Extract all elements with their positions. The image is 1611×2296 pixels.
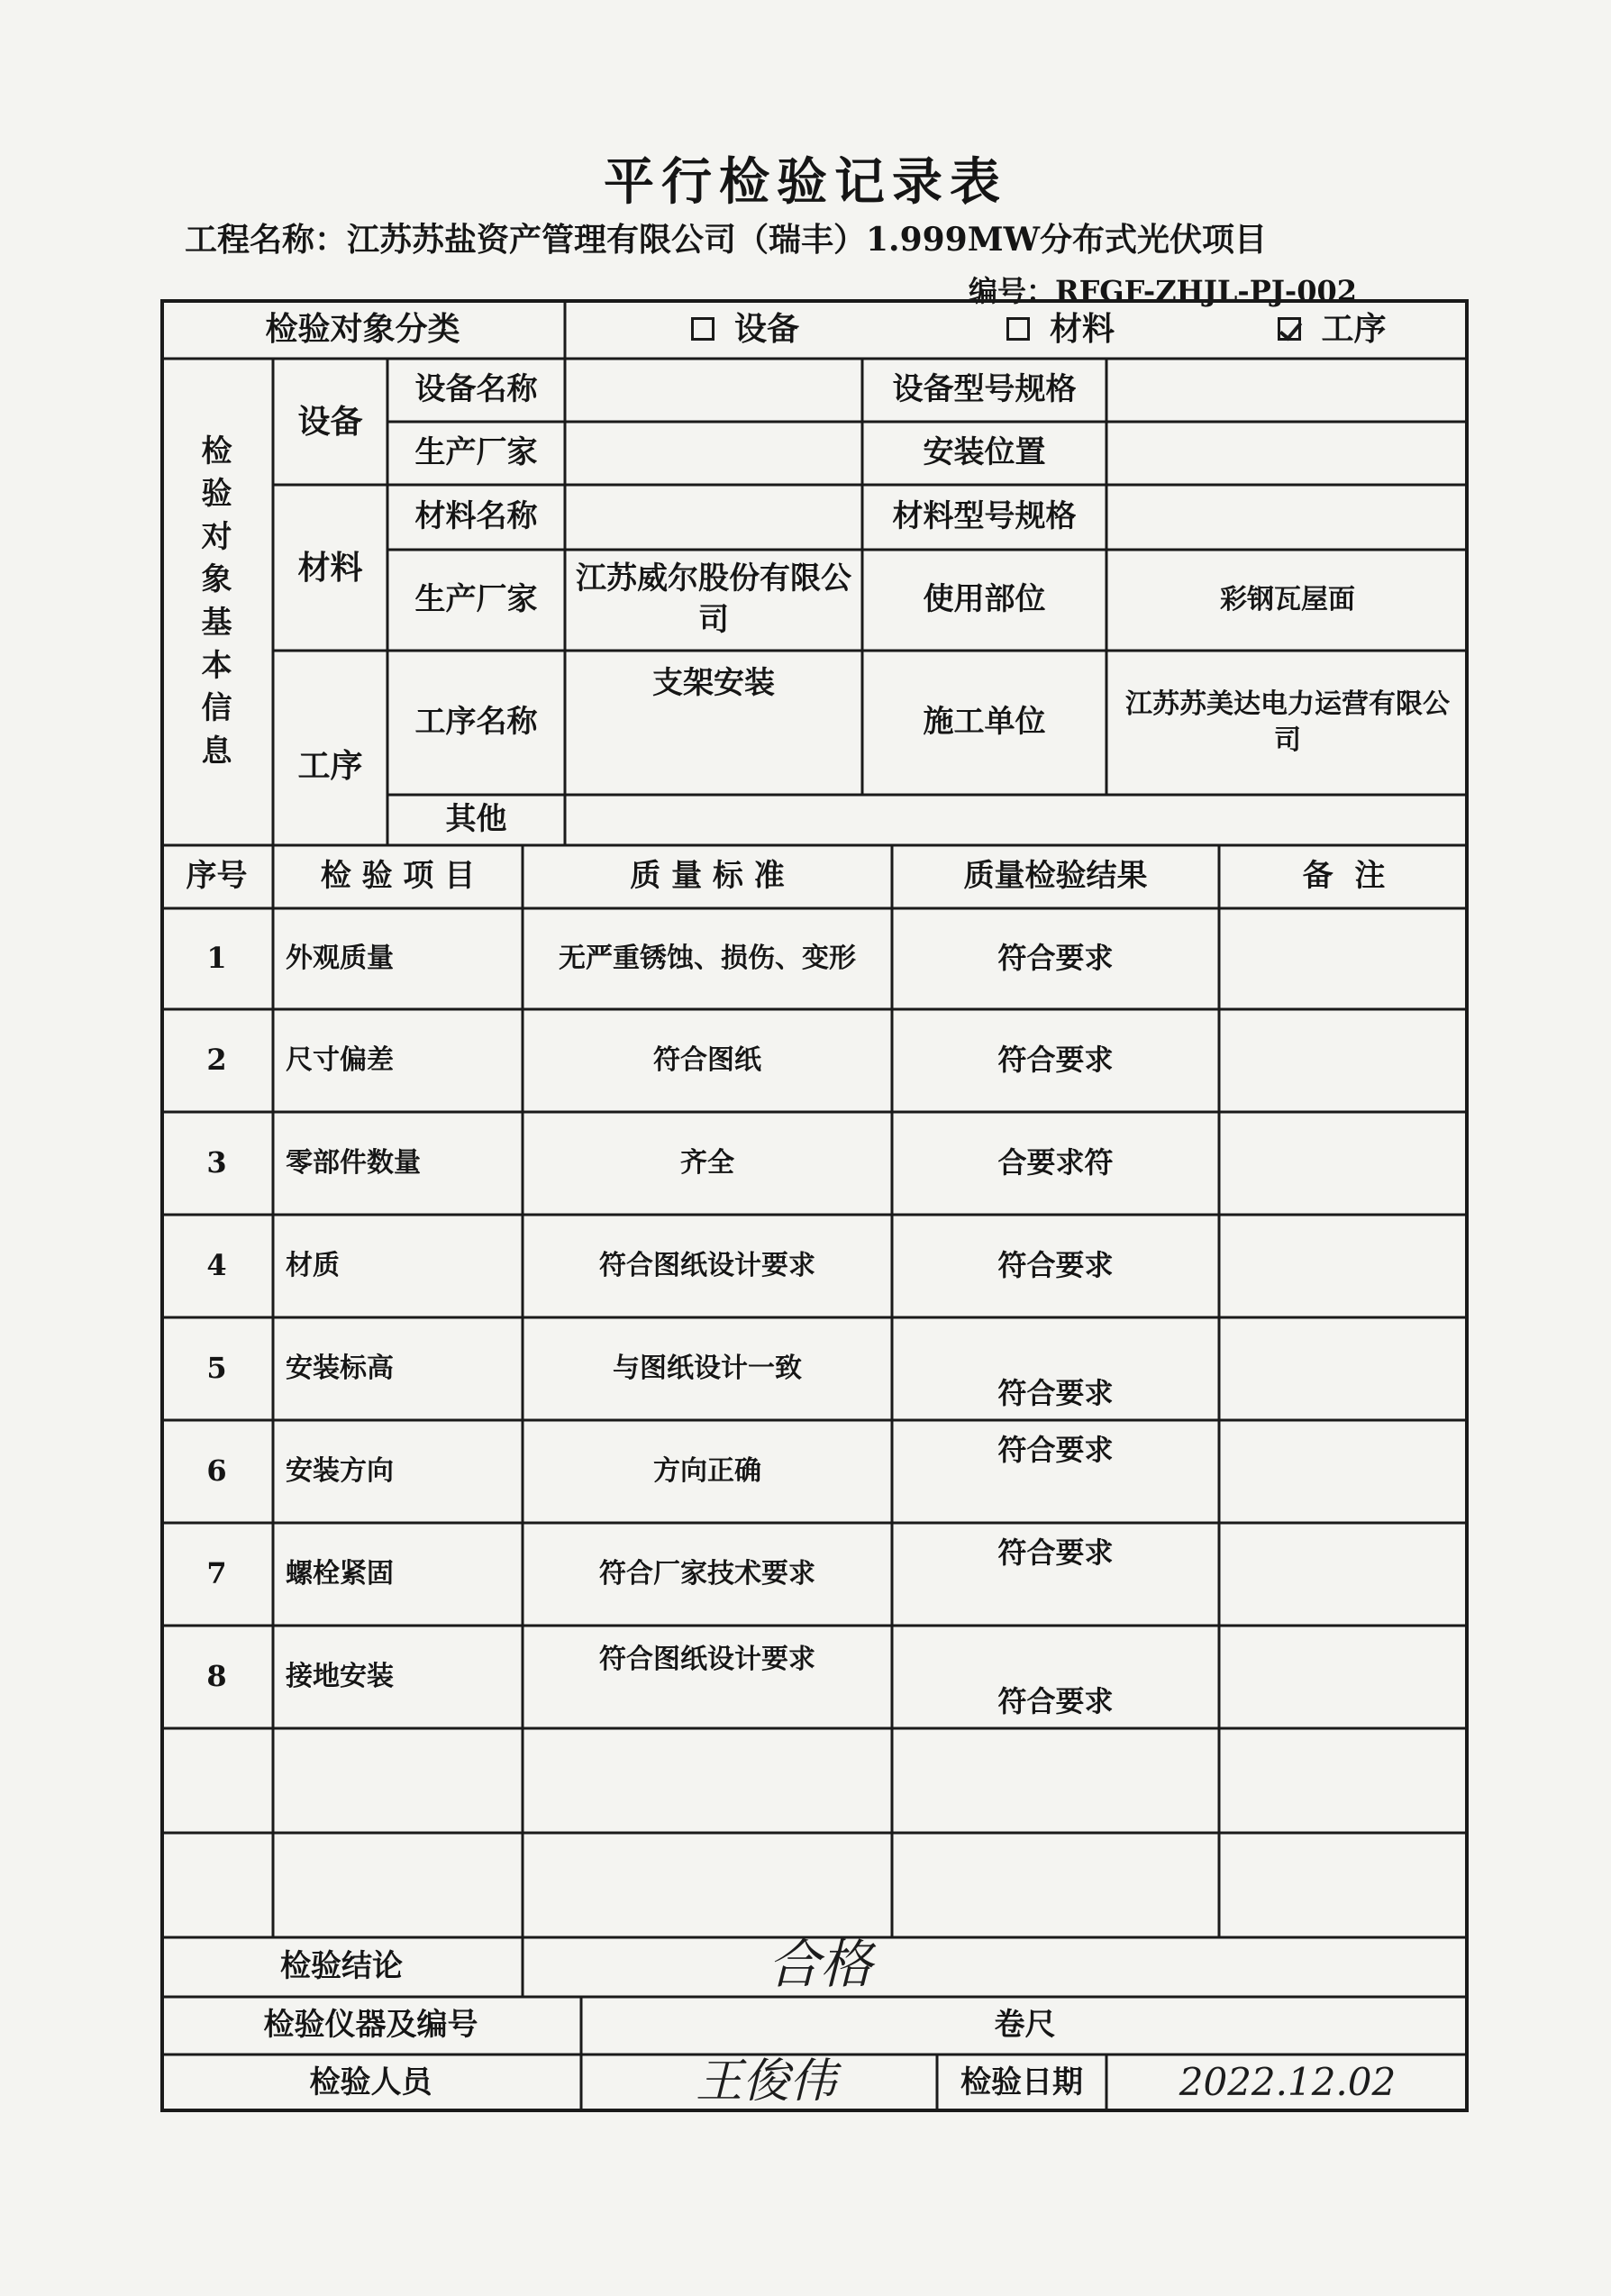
conclusion-label: 检验结论 (280, 1948, 403, 1985)
process-other-value[interactable] (565, 795, 1469, 845)
items-header-item: 检 验 项 目 (320, 858, 476, 895)
category-option-equipment[interactable]: 设备 (565, 299, 925, 359)
item-remark[interactable] (1219, 1523, 1469, 1626)
process-unit-value[interactable]: 江苏苏美达电力运营有限公司 (1125, 688, 1450, 756)
info-group-label: 检验对象基本信息 (201, 433, 232, 770)
item-result[interactable]: 符合要求 (997, 1433, 1114, 1467)
equipment-maker-label: 生产厂家 (414, 434, 538, 471)
category-option-process[interactable]: 工序 (1196, 299, 1469, 359)
item-standard: 符合厂家技术要求 (599, 1557, 815, 1590)
item-standard: 符合图纸 (653, 1043, 761, 1076)
equipment-section-label: 设备 (297, 402, 363, 441)
item-remark[interactable] (1219, 1215, 1469, 1317)
document-number: 编号：RFGF-ZHJL-PJ-002 (968, 274, 1357, 308)
items-header-standard: 质 量 标 准 (630, 858, 785, 895)
equipment-location-label: 安装位置 (923, 434, 1046, 471)
document-title: 平行检验记录表 (604, 152, 1007, 212)
process-name-label: 工序名称 (414, 704, 538, 741)
items-header-no: 序号 (186, 858, 248, 895)
item-standard: 符合图纸设计要求 (599, 1644, 815, 1675)
item-standard: 方向正确 (653, 1454, 761, 1487)
equipment-model-value[interactable] (1106, 359, 1469, 422)
inspector-label: 检验人员 (309, 2064, 432, 2101)
date-label: 检验日期 (960, 2064, 1083, 2101)
checkbox-equipment-icon[interactable] (691, 317, 714, 341)
item-name: 零部件数量 (286, 1146, 421, 1179)
material-name-value[interactable] (565, 485, 862, 550)
item-name: 外观质量 (286, 942, 394, 974)
material-usage-label: 使用部位 (923, 581, 1046, 618)
item-result[interactable]: 符合要求 (997, 1043, 1114, 1078)
item-standard: 符合图纸设计要求 (599, 1249, 815, 1281)
item-result[interactable]: 符合要求 (997, 941, 1114, 976)
items-header-result: 质量检验结果 (963, 858, 1148, 895)
date-handwritten[interactable]: 2022.12.02 (1179, 2059, 1397, 2104)
category-label: 检验对象分类 (265, 309, 460, 348)
item-result[interactable]: 符合要求 (997, 1535, 1114, 1570)
equipment-name-label: 设备名称 (414, 371, 538, 408)
material-section-label: 材料 (297, 548, 363, 587)
inspector-signature[interactable]: 王俊伟 (695, 2054, 836, 2109)
item-standard: 无严重锈蚀、损伤、变形 (559, 942, 856, 974)
item-result[interactable]: 符合要求 (997, 1683, 1114, 1718)
process-section-label: 工序 (297, 746, 363, 785)
equipment-model-label: 设备型号规格 (892, 371, 1077, 408)
material-model-value[interactable] (1106, 485, 1469, 550)
item-standard: 与图纸设计一致 (613, 1352, 802, 1384)
item-remark[interactable] (1219, 1626, 1469, 1728)
item-no: 7 (206, 1556, 227, 1591)
item-remark[interactable] (1219, 908, 1469, 1009)
instrument-value[interactable]: 卷尺 (994, 2007, 1056, 2044)
process-other-label: 其他 (445, 801, 507, 838)
checkbox-material-icon[interactable] (1006, 317, 1030, 341)
instrument-label: 检验仪器及编号 (263, 2007, 478, 2044)
item-no: 6 (206, 1453, 227, 1489)
item-remark[interactable] (1219, 1009, 1469, 1112)
item-result[interactable]: 合要求符 (997, 1145, 1114, 1180)
item-no: 5 (206, 1351, 227, 1386)
item-standard: 齐全 (680, 1146, 734, 1179)
item-remark[interactable] (1219, 1112, 1469, 1215)
material-model-label: 材料型号规格 (892, 498, 1077, 535)
item-no: 4 (206, 1248, 227, 1283)
item-name: 尺寸偏差 (286, 1043, 394, 1076)
material-maker-label: 生产厂家 (414, 581, 538, 618)
item-no: 8 (206, 1659, 227, 1694)
project-name: 工程名称：江苏苏盐资产管理有限公司（瑞丰）1.999MW分布式光伏项目 (185, 221, 1268, 259)
item-no: 1 (206, 941, 227, 976)
process-name-value[interactable]: 支架安装 (652, 665, 775, 701)
item-result[interactable]: 符合要求 (997, 1248, 1114, 1283)
items-header-remark: 备 注 (1302, 858, 1386, 895)
item-name: 接地安装 (286, 1660, 394, 1692)
item-remark[interactable] (1219, 1420, 1469, 1523)
item-no: 2 (206, 1043, 227, 1078)
item-no: 3 (206, 1145, 227, 1180)
equipment-maker-value[interactable] (565, 422, 862, 485)
item-name: 材质 (286, 1249, 340, 1281)
checkbox-checked-icon[interactable] (1278, 317, 1301, 341)
item-name: 螺栓紧固 (286, 1557, 394, 1590)
material-usage-value[interactable]: 彩钢瓦屋面 (1220, 583, 1355, 615)
item-result[interactable]: 符合要求 (997, 1375, 1114, 1410)
item-name: 安装标高 (286, 1352, 394, 1384)
material-maker-value[interactable]: 江苏威尔股份有限公司 (576, 560, 851, 638)
category-option-material[interactable]: 材料 (925, 299, 1196, 359)
equipment-name-value[interactable] (565, 359, 862, 422)
item-name: 安装方向 (286, 1454, 394, 1487)
conclusion-handwritten[interactable]: 合格 (767, 1933, 872, 1995)
equipment-location-value[interactable] (1106, 422, 1469, 485)
process-unit-label: 施工单位 (923, 704, 1046, 741)
material-name-label: 材料名称 (414, 498, 538, 535)
item-remark[interactable] (1219, 1317, 1469, 1420)
